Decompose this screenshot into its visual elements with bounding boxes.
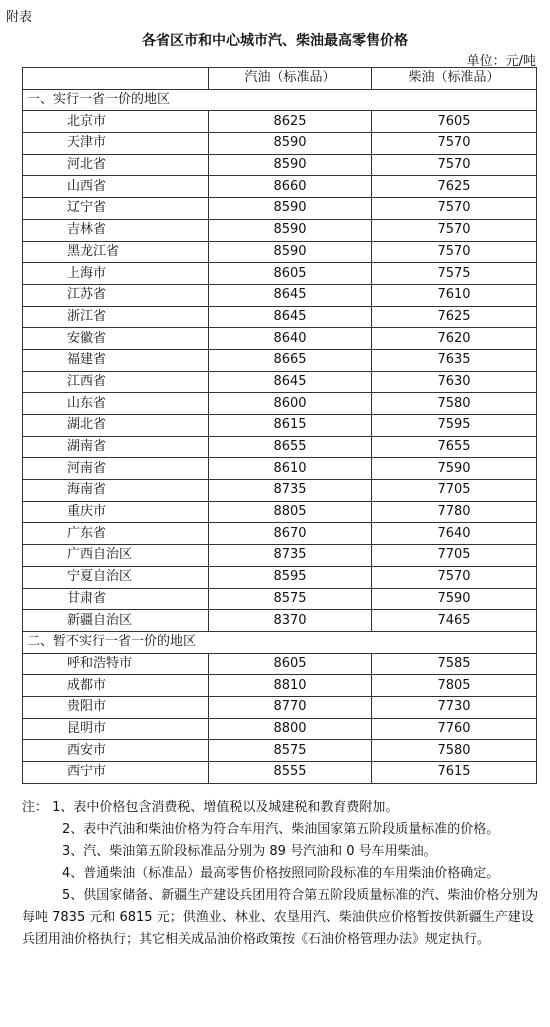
notes-section	[22, 797, 542, 951]
diesel-price-cell: 7580	[372, 393, 537, 415]
diesel-price-cell: 7640	[372, 523, 537, 545]
diesel-price-cell: 7655	[372, 436, 537, 458]
gasoline-price-cell: 8555	[209, 762, 372, 784]
gasoline-price-cell: 8625	[209, 111, 372, 133]
diesel-price-cell: 7570	[372, 566, 537, 588]
diesel-price-cell: 7625	[372, 176, 537, 198]
table-row	[23, 241, 537, 263]
diesel-price-cell: 7730	[372, 696, 537, 718]
region-cell: 呼和浩特市	[23, 653, 209, 675]
gasoline-price-cell: 8735	[209, 545, 372, 567]
table-row	[23, 588, 537, 610]
gasoline-price-cell: 8370	[209, 610, 372, 632]
table-row	[23, 740, 537, 762]
diesel-price-cell: 7705	[372, 545, 537, 567]
diesel-price-cell: 7760	[372, 718, 537, 740]
region-cell: 河南省	[23, 458, 209, 480]
region-cell: 广西自治区	[23, 545, 209, 567]
table-row	[23, 349, 537, 371]
table-row	[23, 501, 537, 523]
table-row	[23, 718, 537, 740]
gasoline-price-cell: 8670	[209, 523, 372, 545]
gasoline-price-cell: 8640	[209, 328, 372, 350]
region-cell: 海南省	[23, 480, 209, 502]
diesel-price-cell: 7570	[372, 154, 537, 176]
gasoline-price-cell: 8605	[209, 263, 372, 285]
gasoline-price-cell: 8655	[209, 436, 372, 458]
gasoline-price-cell: 8590	[209, 154, 372, 176]
header-diesel: 柴油（标准品）	[372, 68, 537, 90]
table-row	[23, 284, 537, 306]
table-row	[23, 458, 537, 480]
region-cell: 浙江省	[23, 306, 209, 328]
diesel-price-cell: 7780	[372, 501, 537, 523]
table-row	[23, 610, 537, 632]
gasoline-price-cell: 8735	[209, 480, 372, 502]
region-cell: 湖南省	[23, 436, 209, 458]
table-row	[23, 393, 537, 415]
diesel-price-cell: 7570	[372, 219, 537, 241]
gasoline-price-cell: 8590	[209, 241, 372, 263]
table-row	[23, 219, 537, 241]
gasoline-price-cell: 8810	[209, 675, 372, 697]
diesel-price-cell: 7805	[372, 675, 537, 697]
gasoline-price-cell: 8610	[209, 458, 372, 480]
diesel-price-cell: 7585	[372, 653, 537, 675]
table-row	[23, 762, 537, 784]
note-4: 4、普通柴油（标准品）最高零售价格按照同阶段标准的车用柴油价格确定。	[62, 866, 500, 881]
region-cell: 天津市	[23, 133, 209, 155]
section-row	[23, 89, 537, 111]
region-cell: 重庆市	[23, 501, 209, 523]
note-5: 5、供国家储备、新疆生产建设兵团用符合第五阶段质量标准的汽、柴油价格分别为每吨 7835 元和 6815 元；供渔业、林业、农垦用汽、柴油供应价格暂按供新疆生产建设兵团用油价格执行；其它相关成品油价格政策按《石油价格管理办法》规定执行。	[22, 888, 539, 947]
region-cell: 甘肃省	[23, 588, 209, 610]
region-cell: 新疆自治区	[23, 610, 209, 632]
diesel-price-cell: 7570	[372, 133, 537, 155]
diesel-price-cell: 7610	[372, 284, 537, 306]
gasoline-price-cell: 8590	[209, 198, 372, 220]
diesel-price-cell: 7580	[372, 740, 537, 762]
region-cell: 西安市	[23, 740, 209, 762]
gasoline-price-cell: 8665	[209, 349, 372, 371]
table-title: 各省区市和中心城市汽、柴油最高零售价格	[142, 33, 408, 49]
table-row	[23, 415, 537, 437]
table-row	[23, 653, 537, 675]
note-3: 3、汽、柴油第五阶段标准品分别为 89 号汽油和 0 号车用柴油。	[62, 844, 437, 859]
gasoline-price-cell: 8590	[209, 133, 372, 155]
region-cell: 黑龙江省	[23, 241, 209, 263]
diesel-price-cell: 7615	[372, 762, 537, 784]
region-cell: 宁夏自治区	[23, 566, 209, 588]
gasoline-price-cell: 8645	[209, 284, 372, 306]
diesel-price-cell: 7590	[372, 588, 537, 610]
region-cell: 山西省	[23, 176, 209, 198]
gasoline-price-cell: 8660	[209, 176, 372, 198]
gasoline-price-cell: 8600	[209, 393, 372, 415]
region-cell: 昆明市	[23, 718, 209, 740]
gasoline-price-cell: 8595	[209, 566, 372, 588]
diesel-price-cell: 7625	[372, 306, 537, 328]
note-2: 2、表中汽油和柴油价格为符合车用汽、柴油国家第五阶段质量标准的价格。	[62, 822, 500, 837]
gasoline-price-cell: 8575	[209, 588, 372, 610]
table-row	[23, 198, 537, 220]
table-row	[23, 154, 537, 176]
header-row	[23, 68, 537, 90]
gasoline-price-cell: 8770	[209, 696, 372, 718]
gasoline-price-cell: 8615	[209, 415, 372, 437]
attachment-label: 附表	[6, 10, 33, 25]
section-label: 一、实行一省一价的地区	[23, 89, 537, 111]
diesel-price-cell: 7570	[372, 198, 537, 220]
table-row	[23, 176, 537, 198]
note-1: 注： 1、表中价格包含消费税、增值税以及城建税和教育费附加。	[22, 800, 399, 815]
region-cell: 贵阳市	[23, 696, 209, 718]
table-row	[23, 133, 537, 155]
table-row	[23, 480, 537, 502]
diesel-price-cell: 7465	[372, 610, 537, 632]
region-cell: 江苏省	[23, 284, 209, 306]
price-table	[22, 67, 537, 784]
gasoline-price-cell: 8805	[209, 501, 372, 523]
table-row	[23, 545, 537, 567]
diesel-price-cell: 7630	[372, 371, 537, 393]
table-row	[23, 436, 537, 458]
table-row	[23, 263, 537, 285]
region-cell: 安徽省	[23, 328, 209, 350]
gasoline-price-cell: 8605	[209, 653, 372, 675]
table-row	[23, 675, 537, 697]
table-row	[23, 696, 537, 718]
section-label: 二、暂不实行一省一价的地区	[23, 631, 537, 653]
table-row	[23, 566, 537, 588]
table-row	[23, 306, 537, 328]
region-cell: 北京市	[23, 111, 209, 133]
diesel-price-cell: 7595	[372, 415, 537, 437]
region-cell: 福建省	[23, 349, 209, 371]
gasoline-price-cell: 8800	[209, 718, 372, 740]
table-body	[23, 89, 537, 783]
region-cell: 河北省	[23, 154, 209, 176]
region-cell: 广东省	[23, 523, 209, 545]
diesel-price-cell: 7575	[372, 263, 537, 285]
diesel-price-cell: 7590	[372, 458, 537, 480]
table-row	[23, 111, 537, 133]
diesel-price-cell: 7620	[372, 328, 537, 350]
gasoline-price-cell: 8645	[209, 306, 372, 328]
region-cell: 成都市	[23, 675, 209, 697]
table-row	[23, 371, 537, 393]
header-region	[23, 68, 209, 90]
diesel-price-cell: 7705	[372, 480, 537, 502]
gasoline-price-cell: 8575	[209, 740, 372, 762]
region-cell: 吉林省	[23, 219, 209, 241]
region-cell: 湖北省	[23, 415, 209, 437]
diesel-price-cell: 7570	[372, 241, 537, 263]
diesel-price-cell: 7635	[372, 349, 537, 371]
region-cell: 辽宁省	[23, 198, 209, 220]
gasoline-price-cell: 8645	[209, 371, 372, 393]
table-row	[23, 523, 537, 545]
gasoline-price-cell: 8590	[209, 219, 372, 241]
section-row	[23, 631, 537, 653]
region-cell: 上海市	[23, 263, 209, 285]
table-row	[23, 328, 537, 350]
diesel-price-cell: 7605	[372, 111, 537, 133]
header-gasoline: 汽油（标准品）	[209, 68, 372, 90]
region-cell: 山东省	[23, 393, 209, 415]
region-cell: 江西省	[23, 371, 209, 393]
unit-label: 单位：元/吨	[466, 54, 536, 69]
region-cell: 西宁市	[23, 762, 209, 784]
